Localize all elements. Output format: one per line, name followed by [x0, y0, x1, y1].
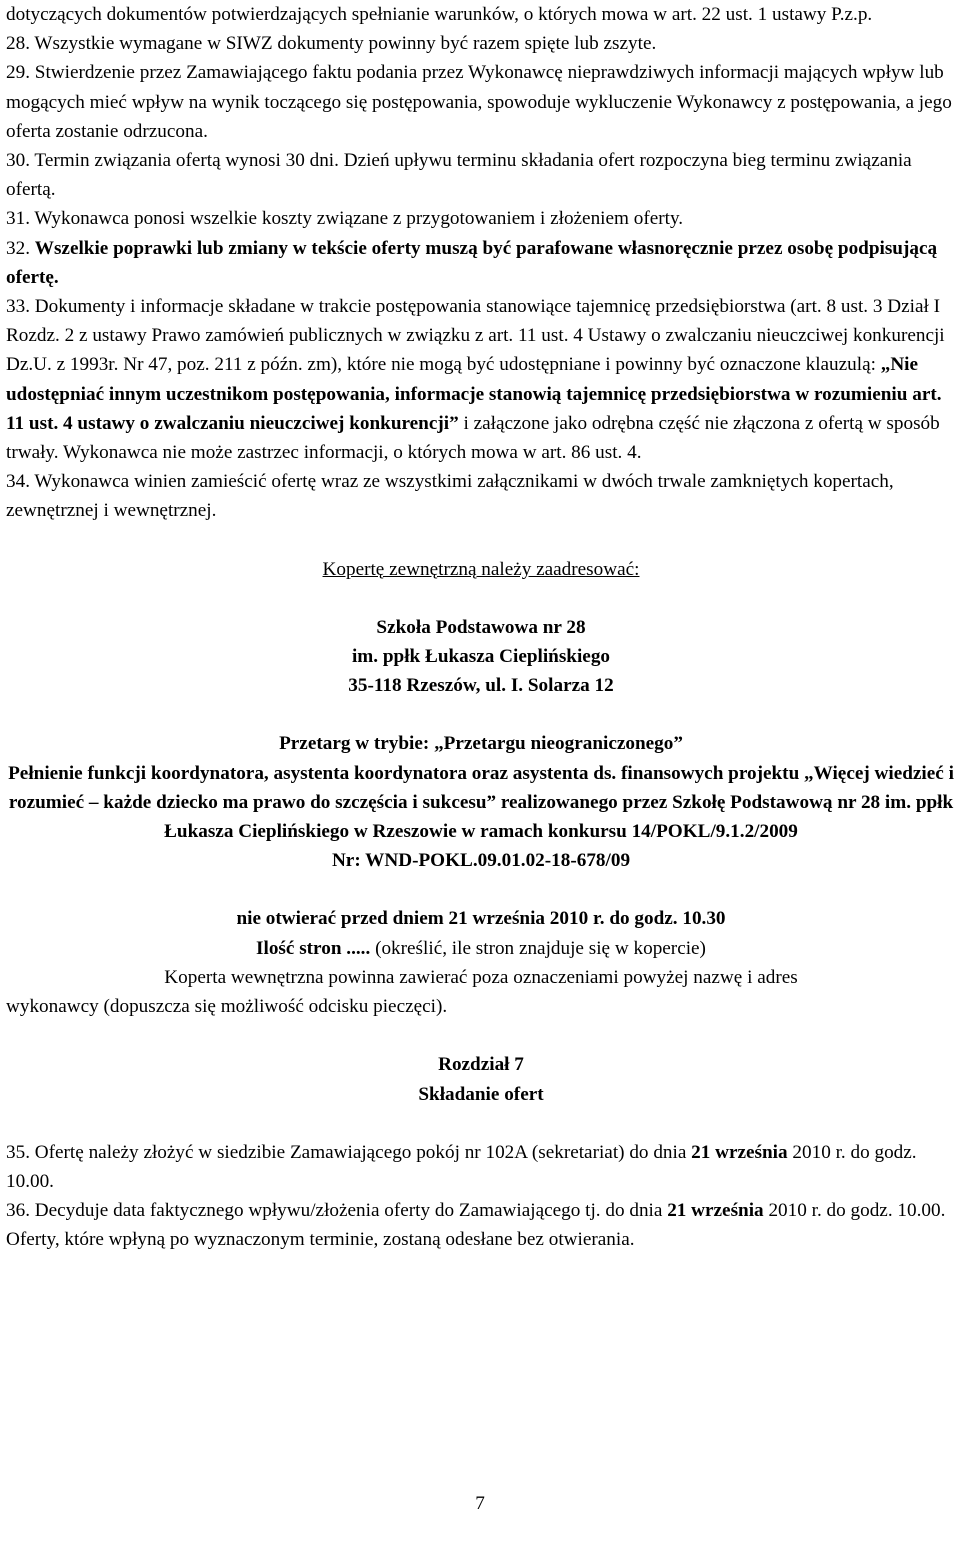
spacer — [6, 526, 956, 555]
address-patron: im. ppłk Łukasza Cieplińskiego — [351, 646, 611, 668]
paragraph-31: 31. Wykonawca ponosi wszelkie koszty związane z przygotowaniem i złożeniem oferty. — [6, 208, 684, 230]
do-not-open-notice — [6, 904, 956, 933]
paragraph-35 — [6, 1138, 956, 1196]
spacer — [6, 1021, 956, 1050]
spacer — [6, 584, 956, 613]
paragraph-32 — [6, 234, 956, 292]
tender-mode — [6, 729, 956, 758]
paragraph-35-date: 21 września — [691, 1141, 788, 1163]
paragraph-27-continuation: dotyczących dokumentów potwierdzających spełnianie warunków, o których mowa w art. 22 ust. 1 ustawy P.z.p. — [6, 4, 873, 25]
project-number-text: Nr: WND-POKL.09.01.02-18-678/09 — [331, 850, 631, 872]
page-count-note: (określić, ile stron znajduje się w kopercie) — [370, 937, 706, 959]
chapter-subtitle-text: Składanie ofert — [418, 1083, 544, 1105]
project-number — [6, 846, 956, 875]
paragraph-33 — [6, 292, 956, 467]
paragraph-35-tail: 2010 r. do godz. 10.00. — [6, 1141, 917, 1192]
paragraph-32-bold: Wszelkie poprawki lub zmiany w tekście oferty muszą być parafowane własnoręcznie przez osobę podpisującą ofertę. — [6, 237, 938, 288]
inner-envelope-line-2: wykonawcy (dopuszcza się możliwość odcisku pieczęci). — [6, 996, 448, 1018]
envelope-heading: Kopertę zewnętrzną należy zaadresować: — [322, 558, 640, 580]
chapter-title — [6, 1050, 956, 1079]
paragraph-33-tail: i załączone jako odrębna część nie złączona z ofertą w sposób trwały. Wykonawca nie może zastrzec informacji, o których mowa w art. 86 ust. 4. — [6, 412, 940, 464]
address-street: 35-118 Rzeszów, ul. I. Solarza 12 — [348, 675, 614, 697]
project-description — [6, 759, 956, 847]
paragraph-30: 30. Termin związania ofertą wynosi 30 dni. Dzień upływu terminu składania ofert rozpoczyna bieg terminu związania ofertą. — [6, 150, 912, 201]
tender-mode-text: Przetarg w trybie: „Przetargu nieograniczonego” — [279, 733, 683, 755]
page-number: 7 — [475, 1493, 485, 1514]
paragraph-36-tail: 2010 r. do godz. 10.00. Oferty, które wpłyną po wyznaczonym terminie, zostaną odesłane bez otwierania. — [6, 1200, 946, 1251]
chapter-subtitle — [6, 1080, 956, 1109]
paragraph-33-text: 33. Dokumenty i informacje składane w trakcie postępowania stanowiące tajemnicę przedsiębiorstwa (art. 8 ust. 3 Dział I Rozdz. 2 z ustawy Prawo zamówień publicznych w związku z art. 11 ust. 4 Ustawy o zwalczaniu nieuczciwej konkurencji Dz.U. z 1993r. Nr 47, poz. 211 z późn. zm), które nie mogą być udostępniane i powinny być oznaczone klauzulą: — [6, 296, 945, 376]
inner-envelope-line-1: Koperta wewnętrzna powinna zawierać poza oznaczeniami powyżej nazwę i adres — [164, 966, 798, 988]
do-not-open-text: nie otwierać przed dniem 21 września 2010 r. do godz. 10.30 — [236, 908, 726, 930]
project-description-text: Pełnienie funkcji koordynatora, asystenta koordynatora oraz asystenta ds. finansowych projektu „Więcej wiedzieć i rozumieć – każde dziecko ma prawo do szczęścia i sukcesu” realizowanego przez Szkołę Podstawową nr 28 im. ppłk Łukasza Cieplińskiego w Rzeszowie w ramach konkursu 14/POKL/9.1.2/2009 — [8, 762, 954, 843]
page-count-line — [6, 934, 956, 963]
address-line-2 — [6, 642, 956, 671]
spacer — [6, 875, 956, 904]
chapter-title-text: Rozdział 7 — [438, 1054, 524, 1076]
paragraph-29: 29. Stwierdzenie przez Zamawiającego faktu podania przez Wykonawcę nieprawdziwych informacji mających wpływ lub mogących mieć wpływ na wynik toczącego się postępowania, spowoduje wykluczenie Wykonawcy z postępowania, a jego oferta zostanie odrzucona. — [6, 62, 952, 142]
spacer — [6, 700, 956, 729]
page-count-label: Ilość stron ..... — [256, 937, 371, 959]
paragraph-36-date: 21 września — [667, 1200, 764, 1222]
paragraph-33-clause: „Nie udostępniać innym uczestnikom postępowania, informacje stanowią tajemnicę przedsiębiorstwa w rozumieniu art. 11 ust. 4 ustawy o zwalczaniu nieuczciwej konkurencji” — [6, 354, 942, 434]
paragraph-36-text: 36. Decyduje data faktycznego wpływu/złożenia oferty do Zamawiającego tj. do dnia — [6, 1200, 668, 1222]
document-page — [6, 0, 956, 1255]
address-line-1 — [6, 613, 956, 642]
address-line-3 — [6, 671, 956, 700]
paragraph-36 — [6, 1196, 956, 1254]
paragraph-34: 34. Wykonawca winien zamieścić ofertę wraz ze wszystkimi załącznikami w dwóch trwale zamkniętych kopertach, zewnętrznej i wewnętrznej. — [6, 471, 894, 522]
spacer — [6, 1109, 956, 1138]
paragraph-32-number: 32. — [6, 237, 35, 259]
paragraph-28: 28. Wszystkie wymagane w SIWZ dokumenty powinny być razem spięte lub zszyte. — [6, 33, 657, 55]
paragraph-35-text: 35. Ofertę należy złożyć w siedzibie Zamawiającego pokój nr 102A (sekretariat) do dnia — [6, 1141, 692, 1163]
address-school: Szkoła Podstawowa nr 28 — [376, 616, 586, 638]
